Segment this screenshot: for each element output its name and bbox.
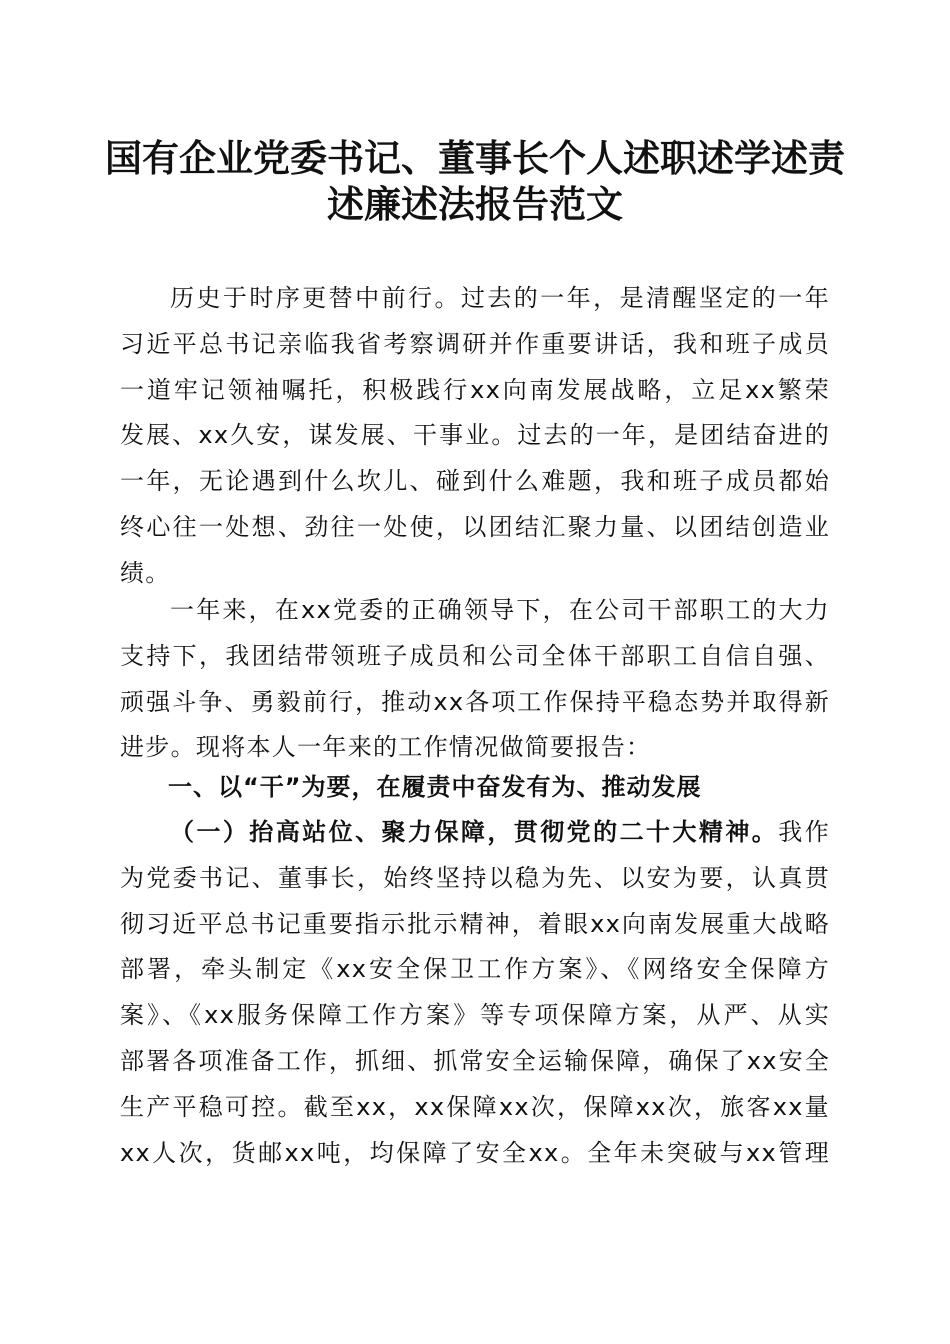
paragraph-line: 顽强斗争、勇毅前行，推动xx各项工作保持平稳态势并取得新: [120, 687, 830, 716]
paragraph-line: 习近平总书记亲临我省考察调研并作重要讲话，我和班子成员: [120, 329, 830, 358]
paragraph-overview: [120, 588, 830, 771]
subsection-heading: （一）抬高站位、聚力保障，贯彻党的二十大精神。: [170, 818, 779, 846]
section-heading-1: 一、以“干”为要，在履责中奋发有为、推动发展: [168, 773, 702, 801]
paragraph-line: 进步。现将本人一年来的工作情况做简要报告：: [120, 733, 652, 762]
paragraph-line: 案》、《xx服务保障工作方案》等专项保障方案，从严、从实: [120, 1001, 830, 1030]
paragraph-line: 为党委书记、董事长，始终坚持以稳为先、以安为要，认真贯: [120, 863, 830, 892]
paragraph-line: [120, 810, 830, 856]
paragraph-line: 历史于时序更替中前行。过去的一年，是清醒坚定的一年: [170, 284, 830, 312]
paragraph-line: 一年，无论遇到什么坎儿、碰到什么难题，我和班子成员都始: [120, 467, 830, 496]
document-title-line-2: 述廉述法报告范文: [327, 182, 623, 226]
paragraph-line: 彻习近平总书记重要指示批示精神，着眼xx向南发展重大战略: [120, 909, 830, 938]
paragraph-line: 部署各项准备工作，抓细、抓常安全运输保障，确保了xx安全: [120, 1046, 830, 1075]
paragraph-line: 一道牢记领袖嘱托，积极践行xx向南发展战略，立足xx繁荣: [120, 375, 830, 404]
paragraph-line: 支持下，我团结带领班子成员和公司全体干部职工自信自强、: [120, 641, 830, 670]
paragraph-line: 终心往一处想、劲往一处使，以团结汇聚力量、以团结创造业: [120, 512, 830, 541]
paragraph-line-text: 我作: [778, 818, 830, 846]
paragraph-intro: [120, 276, 830, 597]
paragraph-line: 部署，牵头制定《xx安全保卫工作方案》、《网络安全保障方: [120, 955, 830, 984]
document-title-line-1: 国有企业党委书记、董事长个人述职述学述责: [105, 136, 845, 180]
paragraph-line: 一年来，在xx党委的正确领导下，在公司干部职工的大力: [170, 596, 830, 624]
paragraph-line: 发展、xx久安，谋发展、干事业。过去的一年，是团结奋进的: [120, 421, 830, 450]
paragraph-line: 绩。: [120, 558, 171, 587]
paragraph-line: xx人次，货邮xx吨，均保障了安全xx。全年未突破与xx管理: [120, 1138, 830, 1167]
paragraph-section-1-1: [120, 810, 830, 1176]
paragraph-line: 生产平稳可控。截至xx，xx保障xx次，保障xx次，旅客xx量: [120, 1092, 830, 1121]
